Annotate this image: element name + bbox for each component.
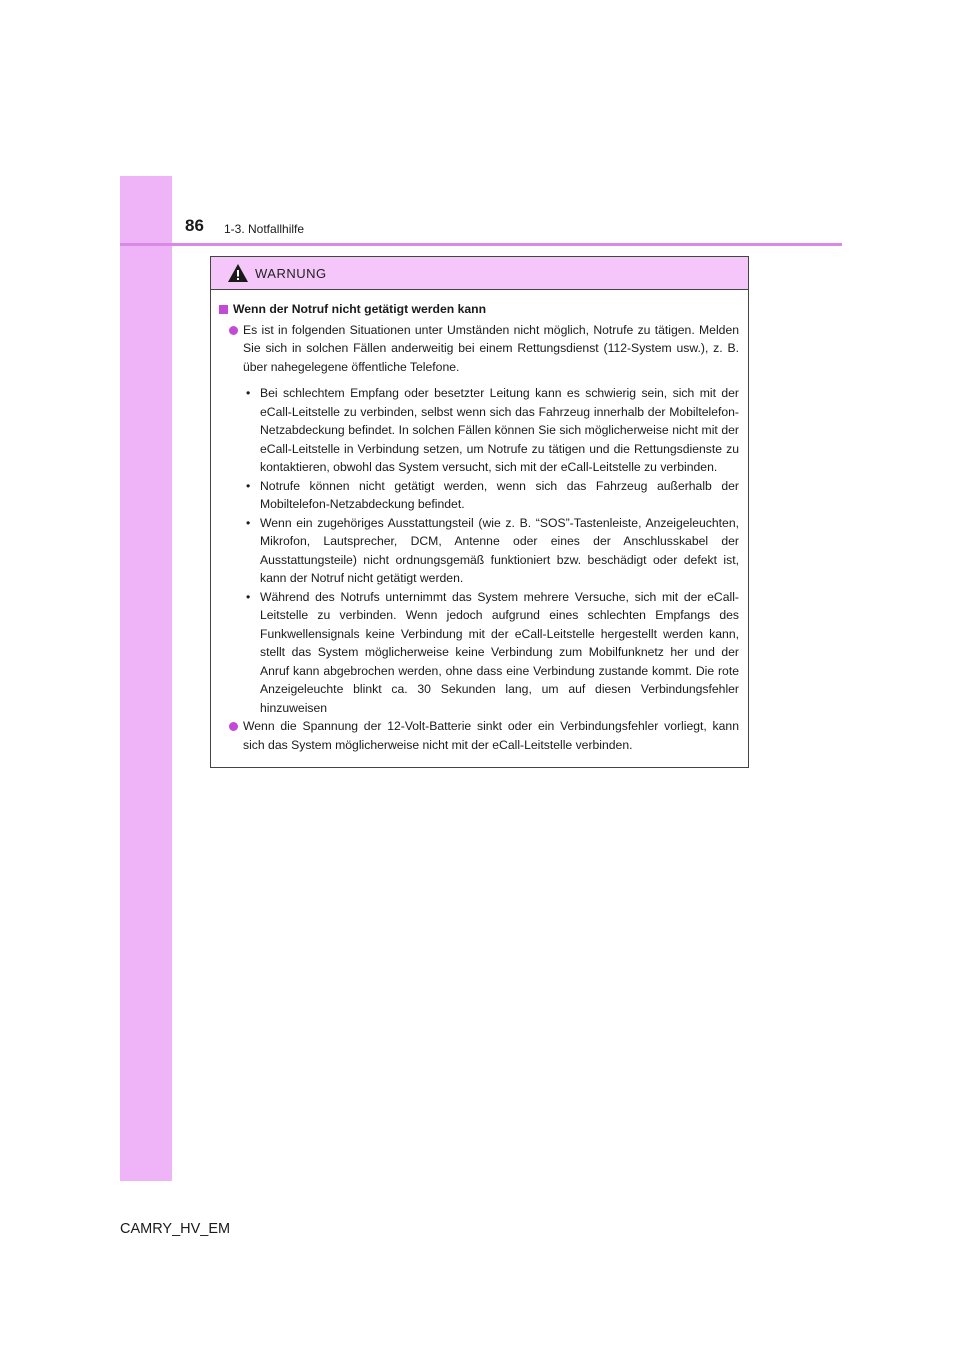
sub-bullet: • bbox=[246, 386, 251, 400]
section-title: 1-3. Notfallhilfe bbox=[224, 222, 305, 236]
sub-bullet: • bbox=[246, 589, 251, 604]
sub-list-item-text: Bei schlechtem Empfang oder besetzter Leitung kann es schwierig sein, sich mit der eCall-Leitstelle zu verbinden, selbst wenn sich das Fahrzeug innerhalb der Mobiltelefon-Netzabdeckung befindet. In solchen Fällen können Sie sich möglicherweise nicht mit der eCall-Leitstelle in Verbindung setzen, um Notrufe zu tätigen und die Rettungsdienste zu kontaktieren, obwohl das System versucht, sich mit der eCall-Leitstelle zu verbinden. bbox=[260, 386, 739, 474]
sub-list-item bbox=[244, 514, 739, 588]
sub-list-item-text: Wenn ein zugehöriges Ausstattungsteil (wie z. B. “SOS”-Tastenleiste, Anzeigeleuchten, Mikrofon, Lautsprecher, DCM, Antenne oder eines der Anschlusskabel der Ausstattungsteile) nicht ordnungsgemäß funktioniert bzw. beschädigt oder defekt ist, kann der Notruf nicht getätigt werden. bbox=[260, 515, 739, 585]
warning-title: WARNUNG bbox=[255, 265, 327, 281]
sub-bullet: • bbox=[246, 515, 251, 530]
sub-list-item bbox=[244, 588, 739, 718]
round-bullet-icon bbox=[229, 326, 238, 335]
list-item-text: Es ist in folgenden Situationen unter Umständen nicht möglich, Notrufe zu tätigen. Melden Sie sich in solchen Fällen anderweitig bei einem Rettungsdienst (112-System usw.), z. B. über nahegelegene öffentliche Telefone. bbox=[243, 322, 739, 374]
header-divider bbox=[120, 243, 842, 246]
sub-list-item bbox=[244, 384, 739, 477]
round-bullet-icon bbox=[229, 722, 238, 731]
warning-heading-text: Wenn der Notruf nicht getätigt werden kann bbox=[233, 302, 487, 316]
footer-model-code: CAMRY_HV_EM bbox=[120, 1221, 231, 1237]
list-item bbox=[229, 717, 739, 754]
sub-list-item-text: Während des Notrufs unternimmt das System mehrere Versuche, sich mit der eCall-Leitstelle zu verbinden. Wenn jedoch aufgrund eines schlechten Empfangs des Funkwellensignals keine Verbindung mit der eCall-Leitstelle hergestellt werden kann, stellt das System möglicherweise keine Verbindung zum Mobilfunknetz her und der Anruf kann abgebrochen werden, ohne dass eine Verbindung zustande kommt. Die rote Anzeigeleuchte blinkt ca. 30 Sekunden lang, um auf diesen Verbindungsfehler hinzuweisen bbox=[260, 589, 739, 715]
sub-bullet: • bbox=[246, 478, 251, 493]
list-item bbox=[229, 321, 739, 377]
side-tab-strip bbox=[120, 176, 172, 1181]
sub-list-item bbox=[244, 477, 739, 514]
warning-triangle-icon bbox=[227, 263, 249, 283]
square-bullet-icon bbox=[219, 305, 228, 314]
warning-box bbox=[210, 256, 749, 768]
page-number: 86 bbox=[185, 216, 204, 235]
warning-heading bbox=[219, 300, 739, 319]
warning-body bbox=[211, 290, 748, 754]
sub-list bbox=[244, 384, 739, 717]
sub-list-item-text: Notrufe können nicht getätigt werden, wenn sich das Fahrzeug außerhalb der Mobiltelefon-Netzabdeckung befindet. bbox=[260, 478, 739, 511]
list-item-text: Wenn die Spannung der 12-Volt-Batterie sinkt oder ein Verbindungsfehler vorliegt, kann sich das System möglicherweise nicht mit der eCall-Leitstelle verbinden. bbox=[243, 719, 739, 752]
warning-header bbox=[211, 257, 748, 290]
